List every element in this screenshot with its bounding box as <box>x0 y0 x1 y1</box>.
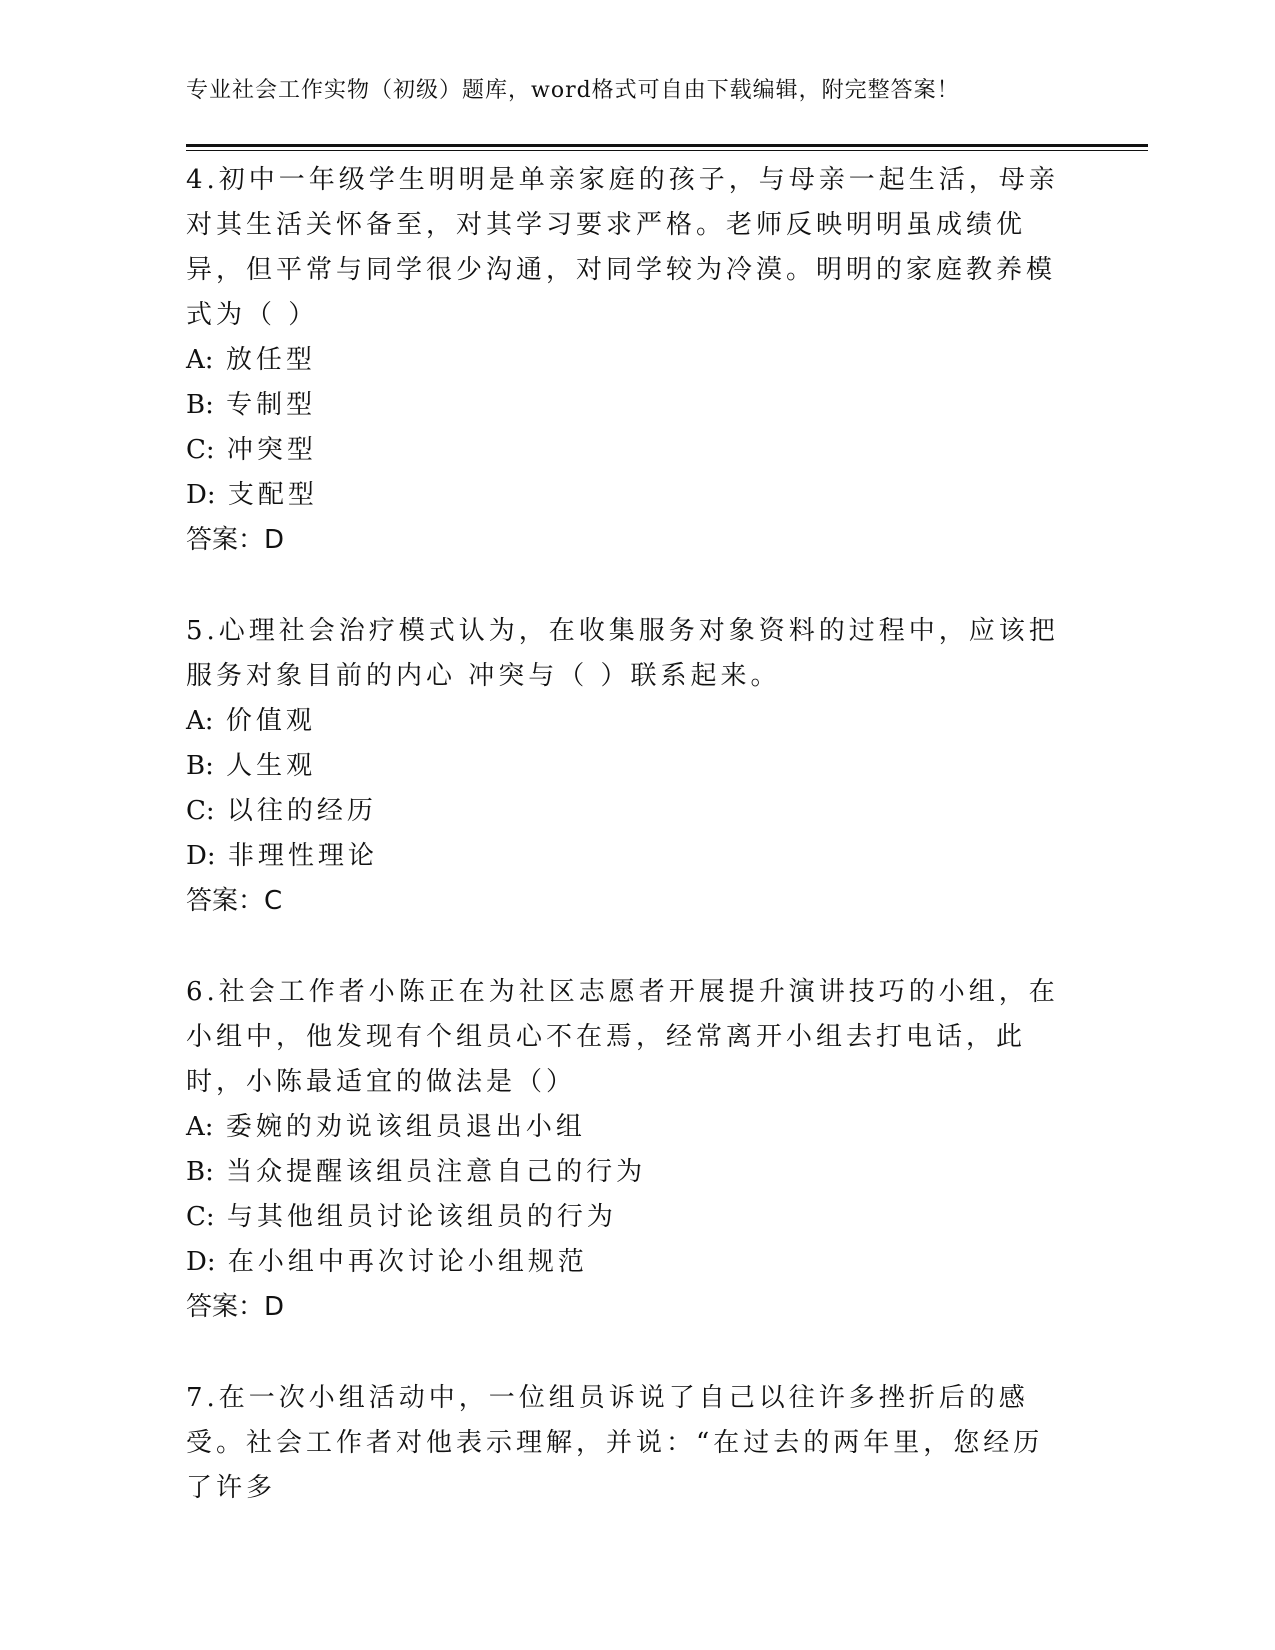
option-letter: D: <box>186 841 216 871</box>
option-text: 当众提醒该组员注意自己的行为 <box>226 1157 647 1187</box>
option-d <box>186 473 1066 518</box>
option-text: 在小组中再次讨论小组规范 <box>227 1247 588 1277</box>
option-text: 放任型 <box>225 345 316 375</box>
option-d <box>186 834 1066 879</box>
option-letter: A: <box>186 345 214 375</box>
option-letter: B: <box>186 751 214 781</box>
option-d <box>186 1240 1066 1285</box>
question-stem: 4.初中一年级学生明明是单亲家庭的孩子，与母亲一起生活，母亲对其生活关怀备至，对其学习要求严格。老师反映明明虽成绩优异，但平常与同学很少沟通，对同学较为冷漠。明明的家庭教养模式为（ ） <box>186 165 1059 330</box>
option-letter: A: <box>186 1112 214 1142</box>
option-c <box>186 1195 1066 1240</box>
option-a <box>186 338 1066 383</box>
header-rule-thin <box>186 150 1148 151</box>
option-text: 以往的经历 <box>226 796 377 826</box>
question-5 <box>186 609 1066 924</box>
question-7 <box>186 1376 1066 1511</box>
option-text: 人生观 <box>226 751 317 781</box>
option-text: 冲突型 <box>226 435 317 465</box>
option-letter: D: <box>186 1247 216 1277</box>
option-letter: B: <box>186 1157 214 1187</box>
option-text: 非理性理论 <box>227 841 378 871</box>
option-text: 专制型 <box>226 390 317 420</box>
option-letter: D: <box>186 480 216 510</box>
option-b <box>186 744 1066 789</box>
option-letter: C: <box>186 435 215 465</box>
option-c <box>186 789 1066 834</box>
option-text: 委婉的劝说该组员退出小组 <box>225 1112 586 1142</box>
question-stem: 5.心理社会治疗模式认为，在收集服务对象资料的过程中，应该把服务对象目前的内心 冲突与（ ）联系起来。 <box>186 616 1059 691</box>
option-a <box>186 699 1066 744</box>
question-stem: 7.在一次小组活动中，一位组员诉说了自己以往许多挫折后的感受。社会工作者对他表示理解，并说：“在过去的两年里，您经历了许多 <box>186 1383 1044 1503</box>
option-b <box>186 1150 1066 1195</box>
option-letter: A: <box>186 706 214 736</box>
option-letter: C: <box>186 1202 215 1232</box>
option-text: 与其他组员讨论该组员的行为 <box>226 1202 617 1232</box>
answer-label: 答案：C <box>186 886 283 916</box>
option-letter: C: <box>186 796 215 826</box>
page-header: 专业社会工作实物（初级）题库，word格式可自由下载编辑，附完整答案！ <box>186 78 960 103</box>
answer-label: 答案：D <box>186 1292 285 1322</box>
header-rule-thick <box>186 144 1148 147</box>
question-4 <box>186 158 1066 563</box>
option-a <box>186 1105 1066 1150</box>
option-b <box>186 383 1066 428</box>
question-stem: 6.社会工作者小陈正在为社区志愿者开展提升演讲技巧的小组，在小组中，他发现有个组员心不在焉，经常离开小组去打电话，此时，小陈最适宜的做法是（） <box>186 977 1059 1097</box>
option-text: 价值观 <box>225 706 316 736</box>
option-text: 支配型 <box>227 480 318 510</box>
option-c <box>186 428 1066 473</box>
question-6 <box>186 970 1066 1330</box>
option-letter: B: <box>186 390 214 420</box>
question-list <box>186 158 1066 1557</box>
answer-label: 答案：D <box>186 525 285 555</box>
